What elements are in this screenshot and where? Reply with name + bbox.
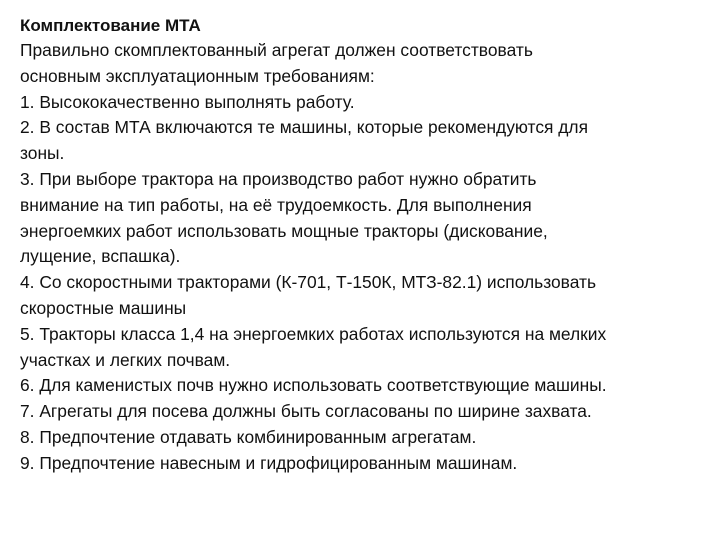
body-line: 9. Предпочтение навесным и гидрофицированным машинам. <box>20 452 518 473</box>
body-line: 1. Высококачественно выполнять работу. <box>20 91 355 112</box>
body-line: зоны. <box>20 143 65 164</box>
body-line: 7. Агрегаты для посева должны быть согласованы по ширине захвата. <box>20 401 592 422</box>
body-line: 3. При выборе трактора на производство работ нужно обратить <box>20 168 537 189</box>
body-line: участках и легких почвам. <box>20 349 231 370</box>
slide-body <box>20 38 704 477</box>
body-line: внимание на тип работы, на её трудоемкость. Для выполнения <box>20 194 532 215</box>
body-line: энергоемких работ использовать мощные тракторы (дискование, <box>20 220 548 241</box>
body-line: 5. Тракторы класса 1,4 на энергоемких работах используются на мелких <box>20 323 607 344</box>
body-line: 2. В состав МТА включаются те машины, которые рекомендуются для <box>20 117 588 138</box>
body-line: скоростные машины <box>20 297 187 318</box>
body-line: Правильно скомплектованный агрегат должен соответствовать <box>20 40 533 60</box>
body-line: 6. Для каменистых почв нужно использовать соответствующие машины. <box>20 375 607 396</box>
slide-title: Комплектование МТА <box>20 16 201 35</box>
body-line: основным эксплуатационным требованиям: <box>20 65 375 86</box>
body-line: 8. Предпочтение отдавать комбинированным агрегатам. <box>20 426 477 447</box>
body-line: 4. Со скоростными тракторами (К-701, Т-150К, МТЗ-82.1) использовать <box>20 272 597 293</box>
body-line: лущение, вспашка). <box>20 246 181 267</box>
